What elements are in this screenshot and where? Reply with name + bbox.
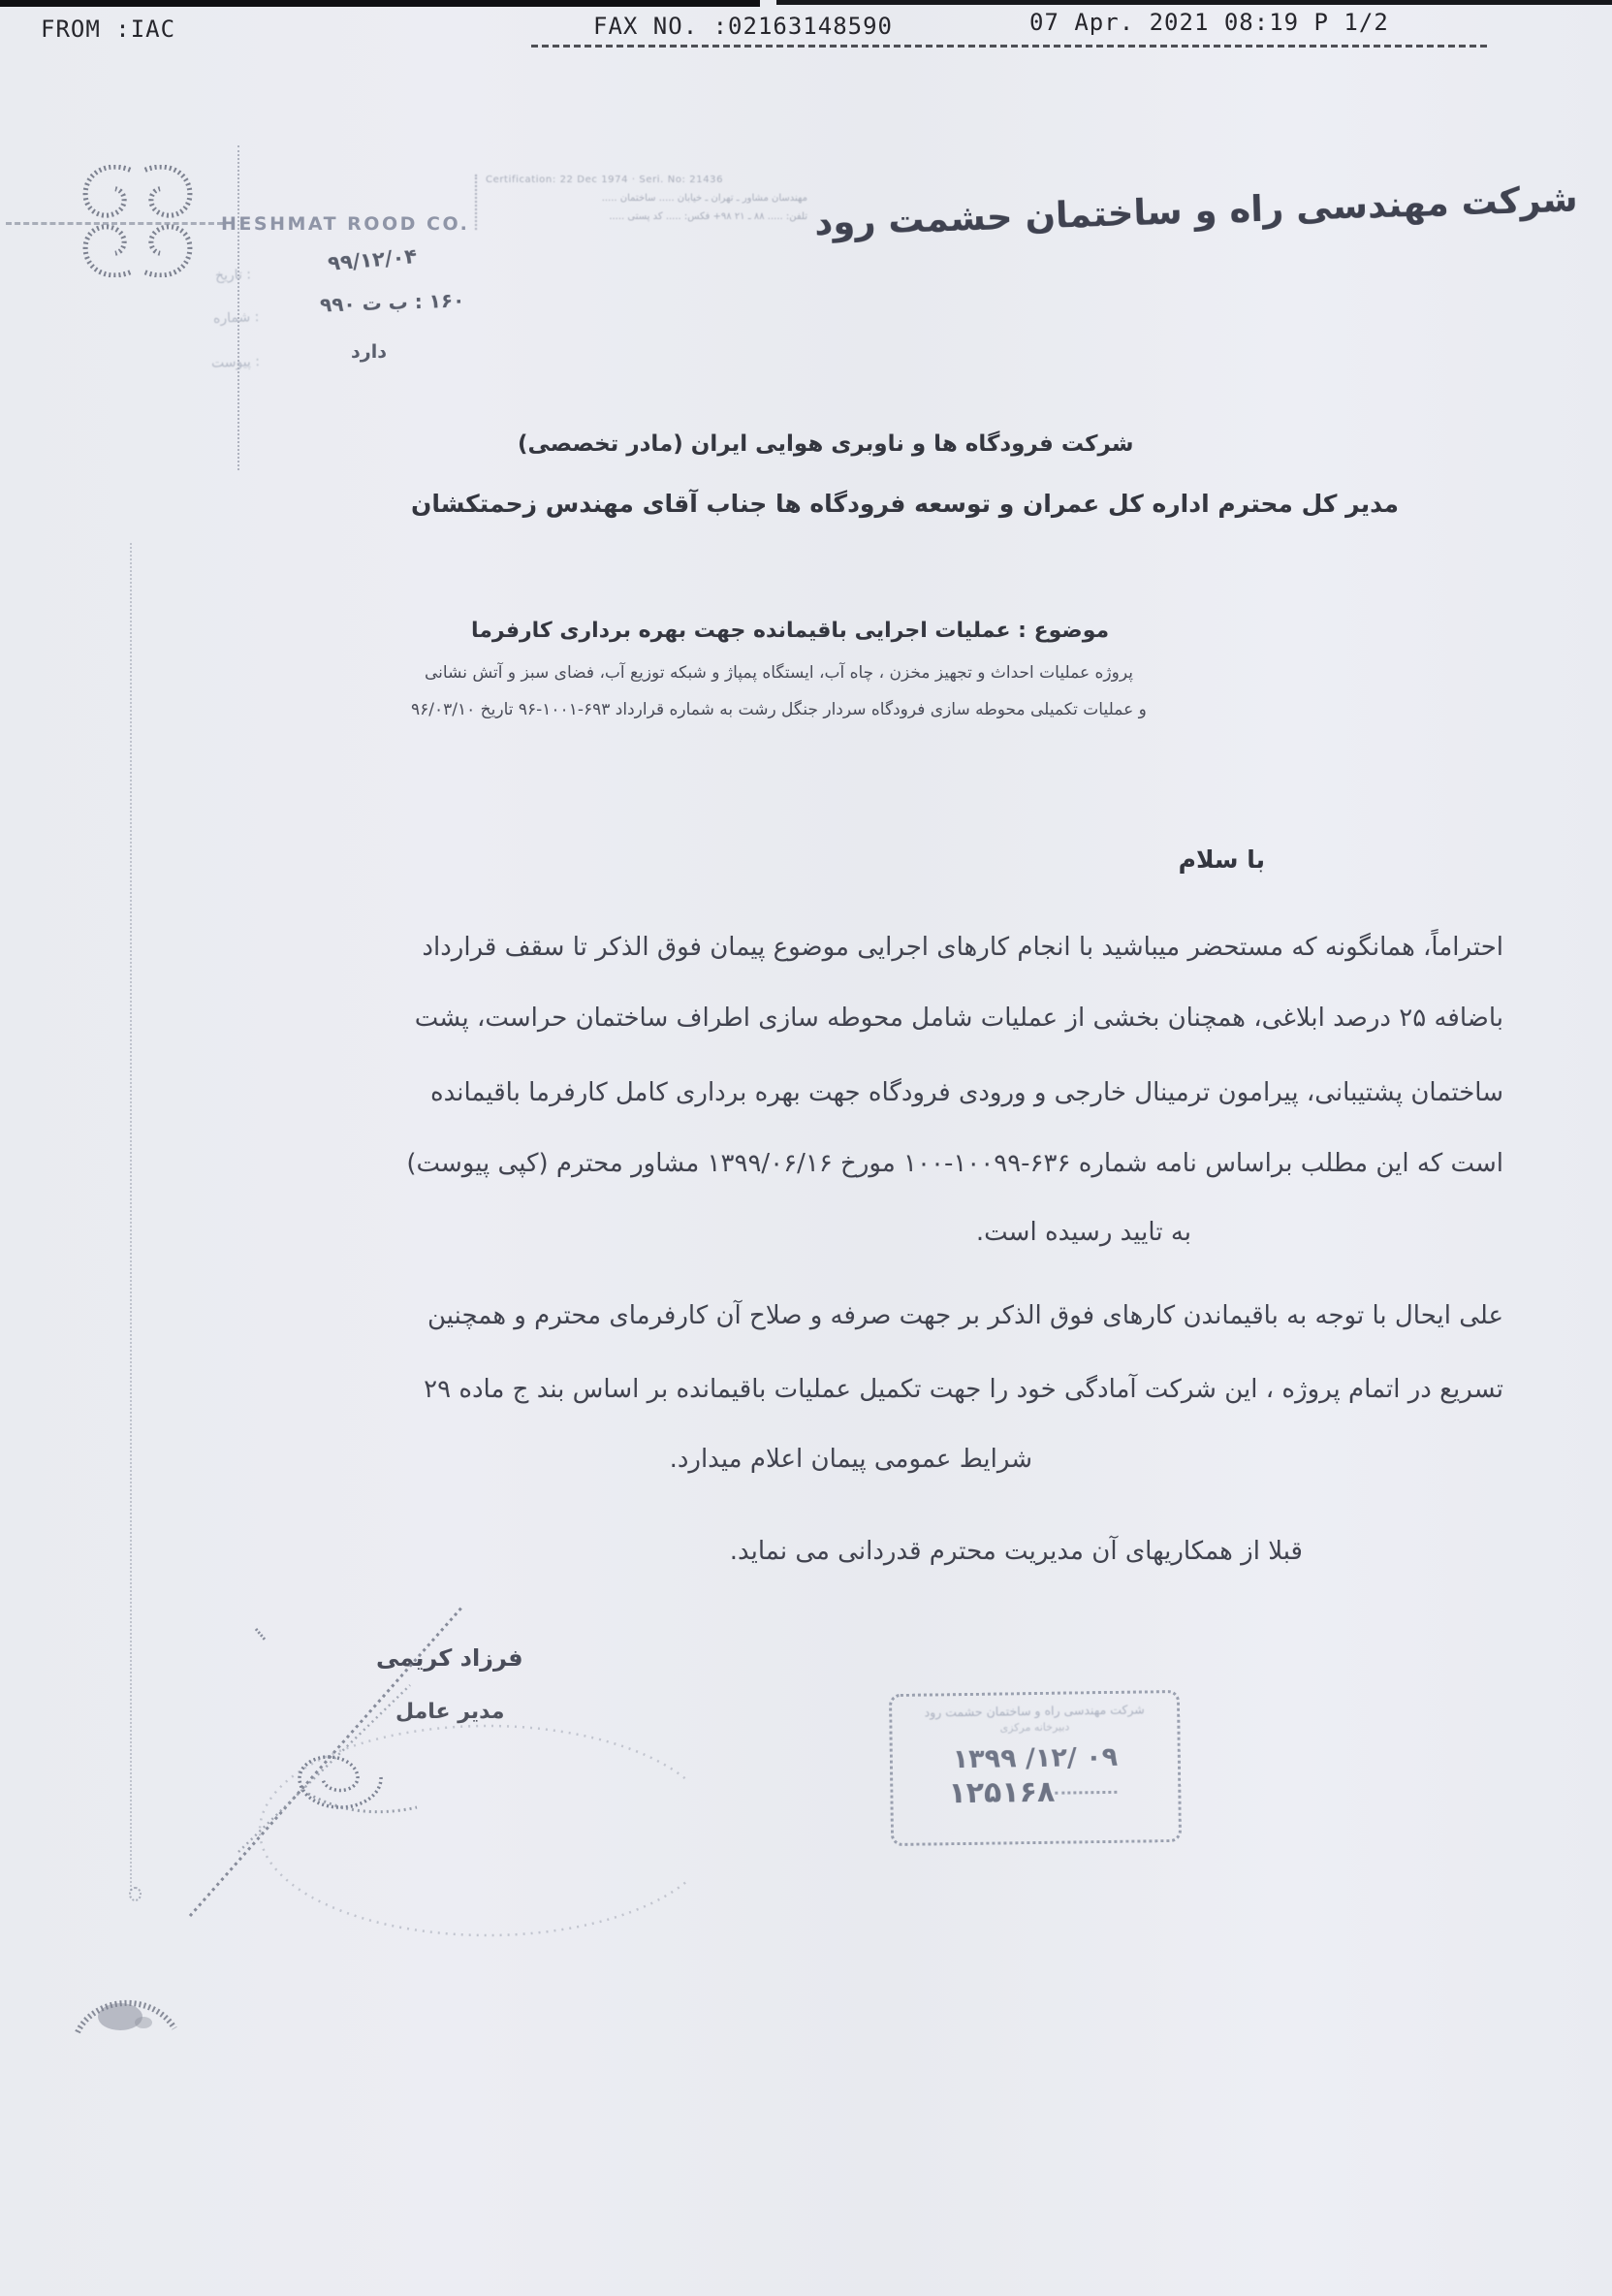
body-line: ساختمان پشتیبانی، پیرامون ترمینال خارجی و ورودی فرودگاه جهت بهره برداری کامل کارفرما باقیمانده: [429, 1078, 1503, 1107]
certification-line: مهندسان مشاور ـ تهران ـ خیابان ..... ساختمان .....: [601, 193, 807, 204]
left-margin-dotted-line: [130, 543, 132, 1891]
subject-detail-line: و عملیات تکمیلی محوطه سازی فرودگاه سردار جنگل رشت به شماره قرارداد ۶۹۳-۱۰۰۱-۹۶ تاریخ ۹۶/۰۳/۱۰: [411, 700, 1147, 719]
registry-stamp: [889, 1690, 1182, 1846]
number-value: ۹۹۰ ت ب : ۱۶۰: [319, 288, 465, 317]
company-logo-ornament: [76, 165, 200, 277]
stamp-date: ۱۳۹۹ /۱۲/ ۰۹: [952, 1741, 1119, 1775]
number-label: شماره :: [212, 309, 260, 327]
subject-detail-line: پروژه عملیات احداث و تجهیز مخزن ، چاه آب، ایستگاه پمپاژ و شبکه توزیع آب، فضای سبز و آتش نشانی: [425, 663, 1133, 683]
signature-scrawl: [163, 1588, 686, 1957]
stamp-org-line: شرکت مهندسی راه و ساختمان حشمت رود: [924, 1702, 1145, 1720]
stamp-underline: [1055, 1791, 1117, 1795]
attachment-label: پیوست :: [210, 354, 261, 371]
bottom-smudge-mark: [70, 1974, 184, 2038]
company-name-persian: شرکت مهندسی راه و ساختمان حشمت رود: [813, 177, 1579, 244]
body-line: تسریع در اتمام پروژه ، این شرکت آمادگی خود را جهت تکمیل عملیات باقیمانده بر اساس بند ج ماده ۲۹: [424, 1375, 1503, 1404]
salutation: با سلام: [1178, 845, 1265, 874]
date-label: تاریخ :: [214, 267, 252, 284]
company-name-english: HESHMAT ROOD CO.: [221, 213, 470, 235]
signatory-title: مدیر عامل: [395, 1700, 505, 1724]
subject-line: موضوع : عملیات اجرایی باقیمانده جهت بهره برداری کارفرما: [471, 619, 1110, 643]
body-line: به تایید رسیده است.: [975, 1218, 1191, 1247]
recipient-company-line: شرکت فرودگاه ها و ناوبری هوایی ایران (مادر تخصصی): [518, 431, 1134, 457]
recipient-director-line: مدیر کل محترم اداره کل عمران و توسعه فرودگاه ها جناب آقای مهندس زحمتکشان: [411, 490, 1400, 518]
closing-line: قبلا از همکاریهای آن مدیریت محترم قدردانی می نماید.: [729, 1537, 1303, 1566]
fax-from: FROM :IAC: [41, 16, 176, 43]
body-line: احتراماً، همانگونه که مستحضر میباشید با انجام کارهای اجرایی موضوع پیمان فوق الذکر تا سقف قرارداد: [422, 933, 1503, 962]
date-value: ۹۹/۱۲/۰۴: [327, 244, 419, 275]
stamp-number: ۱۲۵۱۶۸: [948, 1774, 1056, 1811]
margin-line-end-mark: [129, 1887, 142, 1901]
signatory-name: فرزاد کریمی: [376, 1644, 523, 1672]
attachment-value: دارد: [351, 341, 387, 363]
letterhead-dashed-line: [6, 222, 223, 225]
body-line: باضافه ۲۵ درصد ابلاغی، همچنان بخشی از عملیات شامل محوطه سازی اطراف ساختمان حراست، پشت: [414, 1004, 1503, 1033]
fax-number: FAX NO. :02163148590: [593, 13, 893, 40]
body-line: است که این مطلب براساس نامه شماره ۶۳۶-۱۰۰۹۹-۱۰۰ مورخ ۱۳۹۹/۰۶/۱۶ مشاور محترم (کپی پیوست): [406, 1149, 1503, 1178]
body-line: علی ایحال با توجه به باقیماندن کارهای فوق الذکر بر جهت صرفه و صلاح آن کارفرمای محترم و همچنین: [427, 1301, 1503, 1330]
stamp-office-line: دبیرخانه مرکزی: [999, 1720, 1070, 1735]
certification-line: تلفن: ..... ۸۸ ـ ۲۱ ۹۸+ فکس: ..... کد پستی .....: [609, 211, 807, 222]
certification-line: Certification: 22 Dec 1974 · Seri. No: 21436: [486, 175, 724, 185]
fax-datetime: 07 Apr. 2021 08:19 P 1/2: [1029, 9, 1389, 36]
body-line: شرایط عمومی پیمان اعلام میدارد.: [669, 1445, 1032, 1474]
